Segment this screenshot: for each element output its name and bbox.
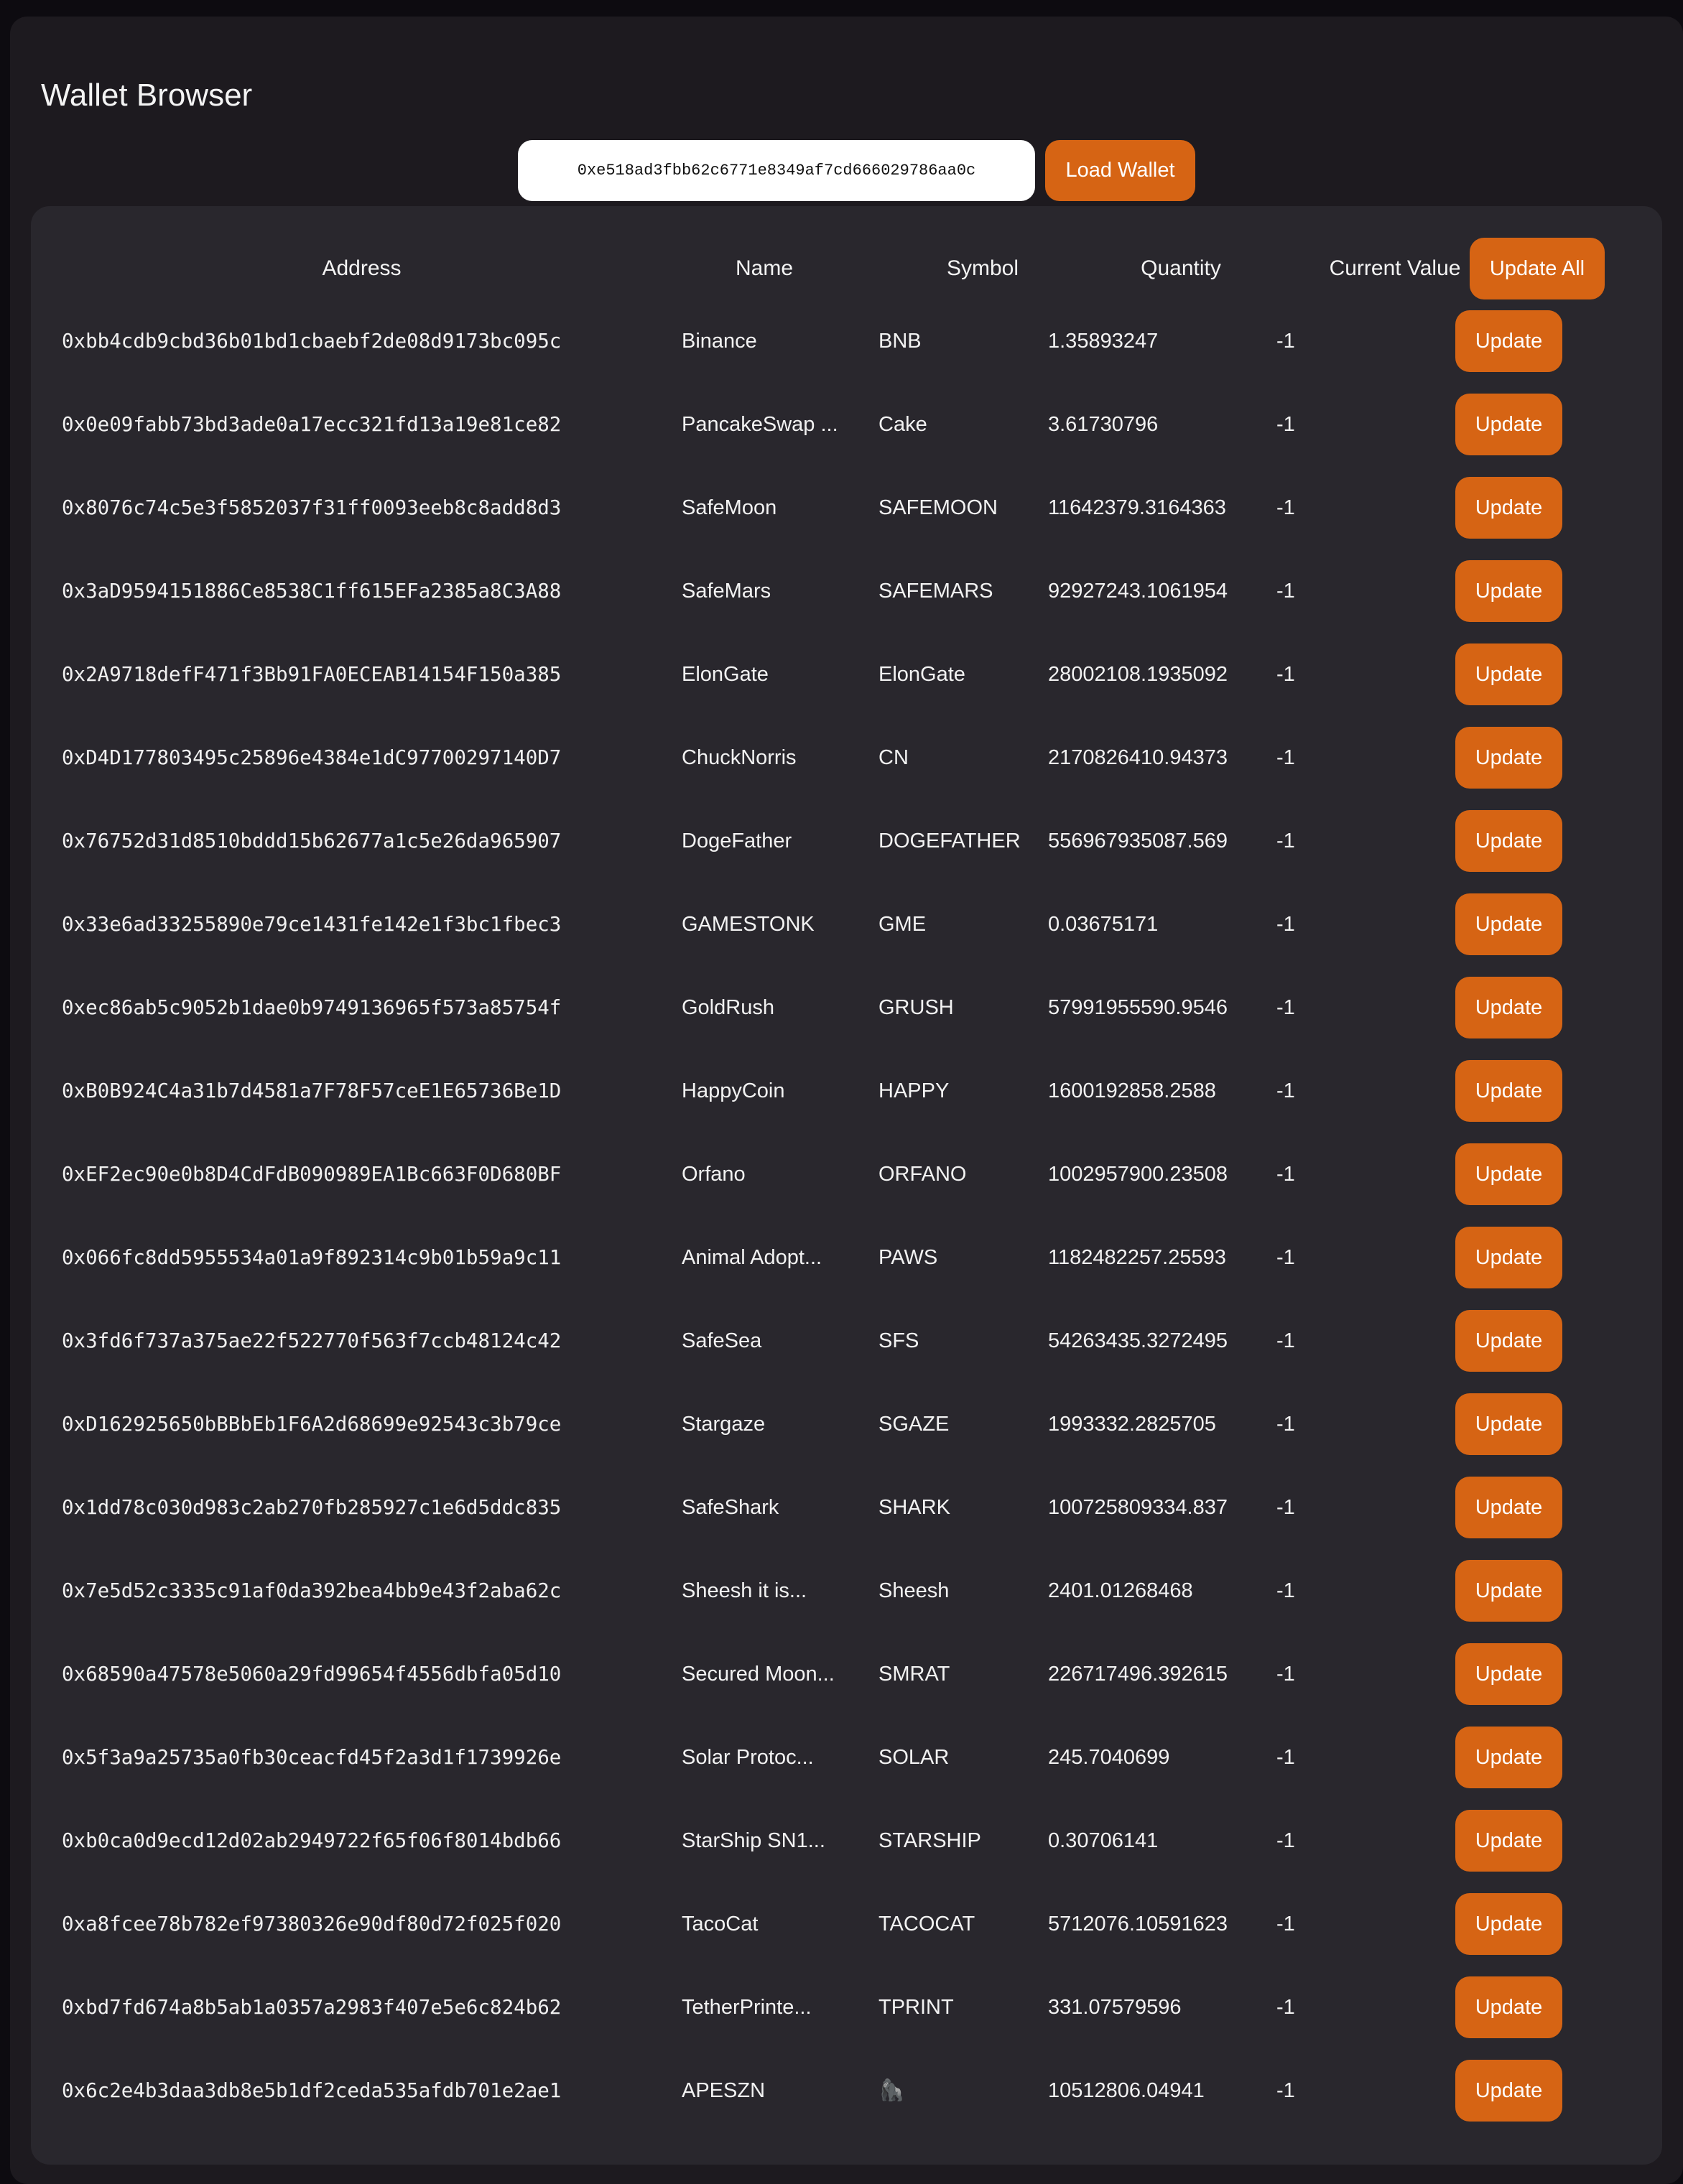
update-button[interactable]: Update: [1455, 810, 1562, 872]
token-quantity: 0.03675171: [1048, 912, 1159, 936]
page-title: Wallet Browser: [41, 78, 253, 113]
token-symbol: HAPPY: [878, 1079, 950, 1102]
token-quantity: 1002957900.23508: [1048, 1162, 1228, 1186]
token-address: 0xbb4cdb9cbd36b01bd1cbaebf2de08d9173bc095c: [62, 330, 562, 353]
update-button[interactable]: Update: [1455, 1560, 1562, 1622]
token-current-value: -1: [1276, 1912, 1295, 1936]
token-quantity: 28002108.1935092: [1048, 662, 1228, 686]
update-button[interactable]: Update: [1455, 977, 1562, 1038]
token-symbol: ElonGate: [878, 662, 965, 686]
table-row: [31, 549, 1662, 633]
update-button[interactable]: Update: [1455, 643, 1562, 705]
token-address: 0x7e5d52c3335c91af0da392bea4bb9e43f2aba62c: [62, 1579, 562, 1602]
token-quantity: 5712076.10591623: [1048, 1912, 1228, 1936]
token-address: 0xec86ab5c9052b1dae0b9749136965f573a85754f: [62, 996, 562, 1019]
update-button[interactable]: Update: [1455, 893, 1562, 955]
token-address: 0xEF2ec90e0b8D4CdFdB090989EA1Bc663F0D680BF: [62, 1163, 562, 1186]
token-current-value: -1: [1276, 329, 1295, 353]
token-current-value: -1: [1276, 1495, 1295, 1519]
token-name: TacoCat: [682, 1912, 759, 1936]
token-current-value: -1: [1276, 662, 1295, 686]
token-name: GoldRush: [682, 995, 774, 1019]
token-symbol: SMRAT: [878, 1662, 950, 1686]
token-name: Binance: [682, 329, 757, 353]
token-name: Sheesh it is...: [682, 1579, 807, 1602]
token-quantity: 0.30706141: [1048, 1828, 1159, 1852]
token-symbol: STARSHIP: [878, 1828, 981, 1852]
token-address: 0x2A9718defF471f3Bb91FA0ECEAB14154F150a385: [62, 663, 562, 686]
table-row: [31, 466, 1662, 549]
token-name: SafeMoon: [682, 496, 777, 519]
token-symbol: PAWS: [878, 1245, 938, 1269]
table-row: [31, 1049, 1662, 1133]
update-button[interactable]: Update: [1455, 477, 1562, 539]
token-address: 0xa8fcee78b782ef97380326e90df80d72f025f020: [62, 1913, 562, 1936]
token-name: ElonGate: [682, 662, 769, 686]
token-name: TetherPrinte...: [682, 1995, 812, 2019]
table-row: [31, 1716, 1662, 1799]
table-row: [31, 1882, 1662, 1966]
token-current-value: -1: [1276, 1579, 1295, 1602]
token-quantity: 331.07579596: [1048, 1995, 1182, 2019]
token-symbol: TACOCAT: [878, 1912, 975, 1936]
token-name: Secured Moon...: [682, 1662, 835, 1686]
token-current-value: -1: [1276, 829, 1295, 852]
token-address: 0xD4D177803495c25896e4384e1dC97700297140D7: [62, 746, 562, 769]
token-symbol: BNB: [878, 329, 922, 353]
table-row: [31, 1966, 1662, 2049]
token-current-value: -1: [1276, 1245, 1295, 1269]
token-quantity: 10512806.04941: [1048, 2078, 1205, 2102]
token-address: 0x33e6ad33255890e79ce1431fe142e1f3bc1fbec3: [62, 913, 562, 936]
update-button[interactable]: Update: [1455, 1227, 1562, 1288]
token-quantity: 100725809334.837: [1048, 1495, 1228, 1519]
column-header-address: Address: [322, 256, 402, 280]
wallet-address-input[interactable]: [518, 140, 1035, 201]
table-row: [31, 1466, 1662, 1549]
token-quantity: 57991955590.9546: [1048, 995, 1228, 1019]
token-symbol: SGAZE: [878, 1412, 950, 1436]
table-row: [31, 633, 1662, 716]
token-address: 0x8076c74c5e3f5852037f31ff0093eeb8c8add8d3: [62, 496, 562, 519]
token-symbol: Sheesh: [878, 1579, 950, 1602]
token-name: SafeMars: [682, 579, 771, 603]
token-address: 0x68590a47578e5060a29fd99654f4556dbfa05d10: [62, 1663, 562, 1686]
token-address: 0xB0B924C4a31b7d4581a7F78F57ceE1E65736Be1D: [62, 1079, 562, 1102]
token-address: 0x3aD9594151886Ce8538C1ff615EFa2385a8C3A88: [62, 580, 562, 603]
table-row: [31, 1216, 1662, 1299]
token-address: 0x0e09fabb73bd3ade0a17ecc321fd13a19e81ce82: [62, 413, 562, 436]
table-row: [31, 883, 1662, 966]
update-button[interactable]: Update: [1455, 394, 1562, 455]
table-row: [31, 1799, 1662, 1882]
token-quantity: 3.61730796: [1048, 412, 1159, 436]
token-symbol: DOGEFATHER: [878, 829, 1021, 852]
token-quantity: 245.7040699: [1048, 1745, 1170, 1769]
update-button[interactable]: Update: [1455, 1810, 1562, 1872]
table-row: [31, 1299, 1662, 1383]
table-row: [31, 1133, 1662, 1216]
token-symbol: GRUSH: [878, 995, 954, 1019]
token-name: Stargaze: [682, 1412, 766, 1436]
token-symbol: SOLAR: [878, 1745, 950, 1769]
token-symbol: TPRINT: [878, 1995, 954, 2019]
table-row: [31, 966, 1662, 1049]
table-header: [31, 238, 1662, 299]
update-button[interactable]: Update: [1455, 1893, 1562, 1955]
update-button[interactable]: Update: [1455, 1727, 1562, 1788]
token-quantity: 2401.01268468: [1048, 1579, 1193, 1602]
token-table: [31, 206, 1662, 2165]
token-address: 0x5f3a9a25735a0fb30ceacfd45f2a3d1f1739926e: [62, 1746, 562, 1769]
token-current-value: -1: [1276, 2078, 1295, 2102]
token-symbol: SAFEMOON: [878, 496, 998, 519]
update-button[interactable]: Update: [1455, 2060, 1562, 2122]
column-header-symbol: Symbol: [946, 256, 1019, 280]
column-header-current-value: Current Value: [1329, 256, 1461, 280]
token-current-value: -1: [1276, 1745, 1295, 1769]
table-row: [31, 383, 1662, 466]
table-row: [31, 1549, 1662, 1632]
token-quantity: 92927243.1061954: [1048, 579, 1228, 603]
token-name: Solar Protoc...: [682, 1745, 814, 1769]
update-button[interactable]: Update: [1455, 1310, 1562, 1372]
table-row: [31, 2049, 1662, 2132]
token-address: 0x76752d31d8510bddd15b62677a1c5e26da965907: [62, 830, 562, 852]
table-row: [31, 1632, 1662, 1716]
update-button[interactable]: Update: [1455, 1393, 1562, 1455]
token-name: HappyCoin: [682, 1079, 785, 1102]
token-current-value: -1: [1276, 912, 1295, 936]
update-button[interactable]: Update: [1455, 560, 1562, 622]
token-symbol: SAFEMARS: [878, 579, 993, 603]
table-row: [31, 799, 1662, 883]
update-button[interactable]: Update: [1455, 1976, 1562, 2038]
table-row: [31, 1383, 1662, 1466]
token-address: 0x3fd6f737a375ae22f522770f563f7ccb48124c42: [62, 1329, 562, 1352]
token-name: Animal Adopt...: [682, 1245, 822, 1269]
token-quantity: 1.35893247: [1048, 329, 1159, 353]
token-name: ChuckNorris: [682, 745, 797, 769]
token-name: SafeShark: [682, 1495, 779, 1519]
token-address: 0xD162925650bBBbEb1F6A2d68699e92543c3b79ce: [62, 1413, 562, 1436]
update-button[interactable]: Update: [1455, 1143, 1562, 1205]
token-name: GAMESTONK: [682, 912, 815, 936]
token-current-value: -1: [1276, 1995, 1295, 2019]
token-quantity: 556967935087.569: [1048, 829, 1228, 852]
update-button[interactable]: Update: [1455, 310, 1562, 372]
load-wallet-button[interactable]: Load Wallet: [1045, 140, 1195, 201]
token-symbol: CN: [878, 745, 909, 769]
token-name: Orfano: [682, 1162, 746, 1186]
token-quantity: 1182482257.25593: [1048, 1245, 1226, 1269]
token-current-value: -1: [1276, 995, 1295, 1019]
token-current-value: -1: [1276, 745, 1295, 769]
token-symbol: GME: [878, 912, 927, 936]
token-symbol: SHARK: [878, 1495, 950, 1519]
token-address: 0xb0ca0d9ecd12d02ab2949722f65f06f8014bdb66: [62, 1829, 562, 1852]
token-quantity: 226717496.392615: [1048, 1662, 1228, 1686]
token-name: PancakeSwap ...: [682, 412, 838, 436]
token-current-value: -1: [1276, 496, 1295, 519]
token-current-value: -1: [1276, 1412, 1295, 1436]
token-address: 0x1dd78c030d983c2ab270fb285927c1e6d5ddc835: [62, 1496, 562, 1519]
token-quantity: 1600192858.2588: [1048, 1079, 1216, 1102]
update-button[interactable]: Update: [1455, 727, 1562, 789]
token-quantity: 11642379.3164363: [1048, 496, 1226, 519]
token-name: APESZN: [682, 2078, 766, 2102]
token-current-value: -1: [1276, 1162, 1295, 1186]
update-button[interactable]: Update: [1455, 1477, 1562, 1538]
token-current-value: -1: [1276, 579, 1295, 603]
token-quantity: 54263435.3272495: [1048, 1329, 1228, 1352]
update-button[interactable]: Update: [1455, 1060, 1562, 1122]
token-current-value: -1: [1276, 1329, 1295, 1352]
table-row: [31, 716, 1662, 799]
token-address: 0x066fc8dd5955534a01a9f892314c9b01b59a9c11: [62, 1246, 562, 1269]
token-current-value: -1: [1276, 1662, 1295, 1686]
token-symbol: 🦍: [878, 2079, 905, 2102]
token-quantity: 2170826410.94373: [1048, 745, 1228, 769]
update-button[interactable]: Update: [1455, 1643, 1562, 1705]
token-current-value: -1: [1276, 1079, 1295, 1102]
token-symbol: Cake: [878, 412, 927, 436]
table-row: [31, 299, 1662, 383]
column-header-quantity: Quantity: [1141, 256, 1221, 280]
token-symbol: SFS: [878, 1329, 919, 1352]
token-current-value: -1: [1276, 412, 1295, 436]
token-name: SafeSea: [682, 1329, 762, 1352]
token-symbol: ORFANO: [878, 1162, 967, 1186]
update-all-button[interactable]: Update All: [1470, 238, 1605, 299]
token-name: DogeFather: [682, 829, 792, 852]
token-current-value: -1: [1276, 1828, 1295, 1852]
column-header-name: Name: [735, 256, 794, 280]
token-name: StarShip SN1...: [682, 1828, 825, 1852]
token-address: 0x6c2e4b3daa3db8e5b1df2ceda535afdb701e2ae1: [62, 2079, 562, 2102]
token-address: 0xbd7fd674a8b5ab1a0357a2983f407e5e6c824b62: [62, 1996, 562, 2019]
token-quantity: 1993332.2825705: [1048, 1412, 1216, 1436]
